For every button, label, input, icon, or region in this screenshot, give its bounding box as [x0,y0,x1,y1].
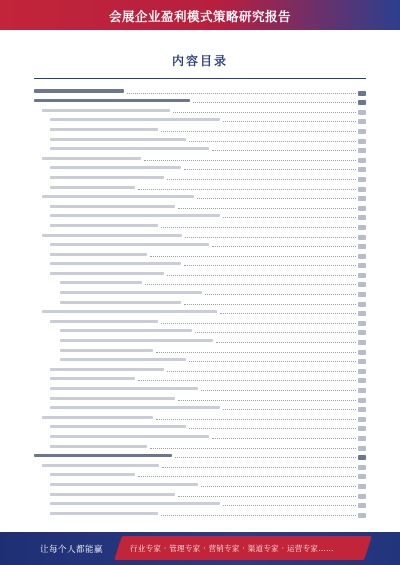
toc-leader-dots [195,332,356,333]
toc-leader-dots [161,227,356,228]
toc-leader-dots [220,313,356,314]
toc-entry[interactable] [34,470,366,480]
toc-entry[interactable] [34,287,366,297]
toc-leader-dots [223,217,356,218]
toc-entry-title [60,358,186,361]
toc-leader-dots [189,141,356,142]
toc-entry-title [50,262,181,265]
toc-leader-dots [127,93,356,94]
toc-entry[interactable] [34,211,366,221]
toc-leader-dots [212,150,356,151]
toc-leader-dots [223,121,356,122]
toc-entry-title [50,205,175,208]
toc-leader-dots [161,131,356,132]
page-footer [0,532,400,565]
toc-entry[interactable] [34,115,366,125]
toc-entry-title [42,234,182,237]
toc-entry-title [50,176,164,179]
toc-entry[interactable] [34,316,366,326]
toc-entry-title [50,377,135,380]
toc-entry-title [50,445,147,448]
toc-entry[interactable] [34,201,366,211]
toc-entry-title [50,138,186,141]
toc-entry-title [50,320,158,323]
toc-entry[interactable] [34,259,366,269]
toc-divider [34,78,366,79]
toc-entry[interactable] [34,240,366,250]
toc-leader-dots [150,256,356,257]
toc-entry[interactable] [34,326,366,336]
toc-entry-title [42,416,153,419]
toc-leader-dots [167,179,356,180]
toc-leader-dots [173,112,356,113]
toc-leader-dots [167,371,356,372]
toc-entry-title [60,301,181,304]
toc-leader-dots [156,352,356,353]
toc-entry[interactable] [34,86,366,96]
toc-leader-dots [144,160,356,161]
table-of-contents [34,86,366,518]
toc-entry[interactable] [34,499,366,509]
toc-entry[interactable] [34,508,366,518]
toc-entry-title [34,99,190,102]
toc-entry-title [50,166,181,169]
toc-entry[interactable] [34,489,366,499]
toc-entry-title [60,339,213,342]
toc-entry[interactable] [34,460,366,470]
toc-entry-title [34,89,124,92]
toc-leader-dots [201,486,356,487]
toc-entry-title [60,281,142,284]
toc-entry[interactable] [34,364,366,374]
toc-entry[interactable] [34,105,366,115]
toc-entry[interactable] [34,422,366,432]
toc-entry-title [50,406,220,409]
toc-entry[interactable] [34,383,366,393]
toc-leader-dots [193,102,356,103]
toc-entry[interactable] [34,124,366,134]
toc-entry[interactable] [34,374,366,384]
toc-leader-dots [189,428,356,429]
toc-entry-title [50,435,209,438]
toc-leader-dots [212,246,356,247]
toc-leader-dots [175,457,356,458]
toc-leader-dots [184,169,356,170]
toc-leader-dots [223,505,356,506]
toc-entry-title [50,118,220,121]
toc-entry-title [50,214,220,217]
toc-leader-dots [167,275,356,276]
toc-entry[interactable] [34,441,366,451]
toc-leader-dots [223,409,356,410]
toc-entry-title [50,224,158,227]
toc-leader-dots [161,515,356,516]
toc-entry[interactable] [34,335,366,345]
toc-entry[interactable] [34,412,366,422]
toc-entry[interactable] [34,96,366,106]
toc-entry[interactable] [34,163,366,173]
toc-leader-dots [216,342,356,343]
toc-entry[interactable] [34,355,366,365]
report-title: 会展企业盈利模式策略研究报告 [108,9,291,24]
toc-entry[interactable] [34,278,366,288]
toc-entry[interactable] [34,479,366,489]
toc-entry[interactable] [34,403,366,413]
toc-leader-dots [156,419,356,420]
toc-leader-dots [201,390,356,391]
toc-entry[interactable] [34,172,366,182]
toc-leader-dots [185,237,356,238]
toc-entry[interactable] [34,134,366,144]
toc-leader-dots [189,361,356,362]
toc-entry[interactable] [34,345,366,355]
toc-entry-title [42,157,141,160]
toc-leader-dots [178,208,356,209]
toc-entry[interactable] [34,431,366,441]
toc-entry-title [50,493,175,496]
toc-entry[interactable] [34,144,366,154]
toc-entry-title [50,253,147,256]
toc-leader-dots [138,189,356,190]
toc-entry-title [50,243,209,246]
toc-leader-dots [178,496,356,497]
report-header [0,0,400,30]
toc-leader-dots [161,323,356,324]
toc-leader-dots [145,284,356,285]
toc-entry-title [60,291,202,294]
toc-page-number [358,513,366,518]
toc-entry-title [34,454,172,457]
toc-entry[interactable] [34,220,366,230]
toc-entry-title [60,329,192,332]
toc-entry-title [42,109,170,112]
toc-entry[interactable] [34,393,366,403]
toc-entry[interactable] [34,268,366,278]
toc-leader-dots [138,380,356,381]
toc-entry-title [50,512,158,515]
toc-entry-title [50,473,135,476]
toc-entry-title [50,483,198,486]
toc-entry-title [50,502,220,505]
footer-services: 行业专家 · 管理专家 · 营销专家 · 渠道专家 · 运营专家…… [130,544,334,553]
toc-leader-dots [178,400,356,401]
toc-entry-title [50,128,158,131]
toc-entry[interactable] [34,192,366,202]
toc-leader-dots [205,294,356,295]
toc-entry[interactable] [34,297,366,307]
toc-entry-title [60,349,153,352]
toc-entry-title [50,368,164,371]
toc-leader-dots [197,198,356,199]
toc-entry[interactable] [34,182,366,192]
toc-heading: 内容目录 [171,54,228,68]
toc-leader-dots [184,265,356,266]
toc-entry-title [50,186,135,189]
toc-leader-dots [162,467,356,468]
toc-leader-dots [212,438,356,439]
toc-entry-title [42,310,217,313]
toc-leader-dots [184,304,356,305]
toc-entry[interactable] [34,153,366,163]
toc-entry[interactable] [34,307,366,317]
toc-entry-title [50,387,198,390]
toc-entry[interactable] [34,249,366,259]
toc-entry[interactable] [34,230,366,240]
toc-leader-dots [138,476,356,477]
footer-slogan: 让每个人都能赢 [40,545,104,555]
toc-leader-dots [150,448,356,449]
toc-entry-title [50,147,209,150]
toc-entry-title [50,272,164,275]
toc-entry[interactable] [34,451,366,461]
toc-entry-title [42,195,194,198]
toc-entry-title [50,425,186,428]
toc-entry-title [50,397,175,400]
toc-entry-title [42,464,159,467]
